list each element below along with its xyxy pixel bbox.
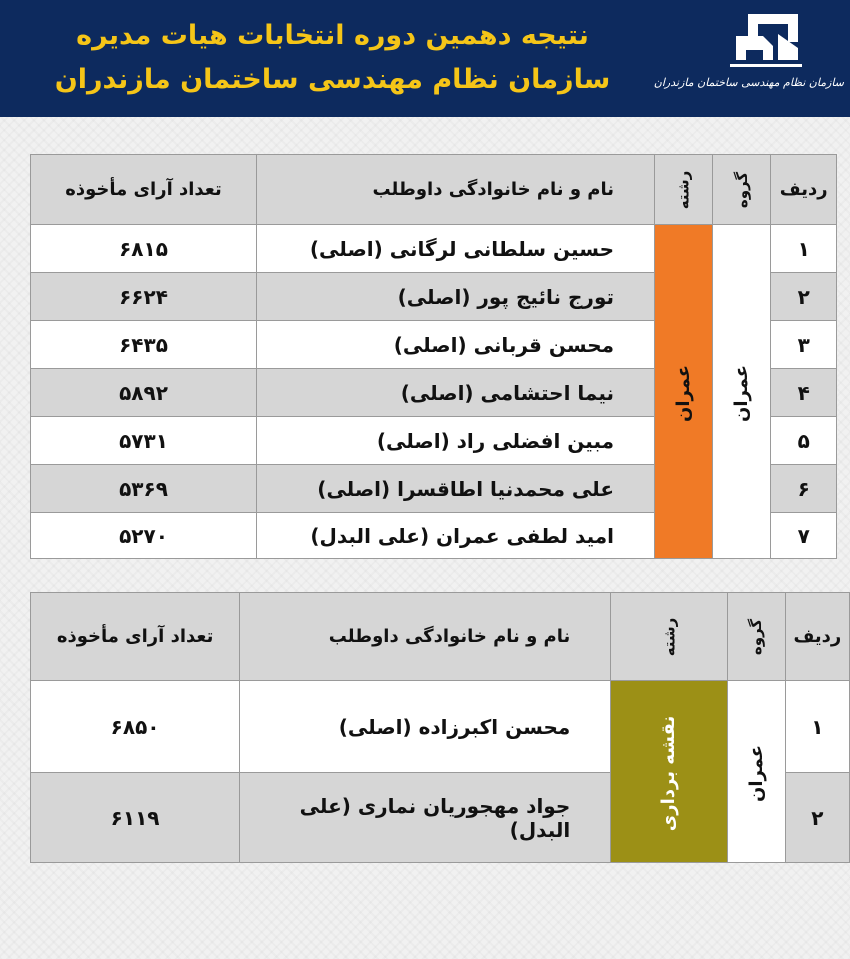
table-row [31, 681, 850, 773]
candidate-name: علی محمدنیا اطاقسرا (اصلی) [257, 465, 655, 513]
candidate-name: مبین افضلی راد (اصلی) [257, 417, 655, 465]
vote-count: ۶۸۱۵ [31, 225, 257, 273]
column-header-name: نام و نام خانوادگی داوطلب [257, 155, 655, 225]
vote-count: ۵۸۹۲ [31, 369, 257, 417]
column-header-group: گروه [727, 593, 785, 681]
vote-count: ۵۷۳۱ [31, 417, 257, 465]
candidate-name: حسین سلطانی لرگانی (اصلی) [257, 225, 655, 273]
row-number: ۱ [785, 681, 849, 773]
candidate-name: تورج نائیج پور (اصلی) [257, 273, 655, 321]
candidate-name: محسن قربانی (اصلی) [257, 321, 655, 369]
title-line-2: سازمان نظام مهندسی ساختمان مازندران [54, 64, 611, 95]
vote-count: ۵۲۷۰ [31, 513, 257, 559]
column-header-votes: تعداد آرای مأخوذه [31, 593, 240, 681]
column-header-row: ردیف [771, 155, 837, 225]
candidate-name: جواد مهجوریان نماری (علی البدل) [240, 773, 611, 863]
column-header-votes: تعداد آرای مأخوذه [31, 155, 257, 225]
table-row [31, 225, 837, 273]
page-title [40, 14, 625, 102]
field-cell: نقشه برداری [611, 681, 727, 863]
candidate-name: محسن اکبرزاده (اصلی) [240, 681, 611, 773]
engineering-organization-logo [653, 8, 844, 108]
table-header-row [31, 155, 837, 225]
row-number: ۳ [771, 321, 837, 369]
vote-count: ۵۳۶۹ [31, 465, 257, 513]
results-table-survey [30, 592, 850, 863]
row-number: ۶ [771, 465, 837, 513]
field-cell: عمران [655, 225, 713, 559]
row-number: ۱ [771, 225, 837, 273]
vote-count: ۶۴۳۵ [31, 321, 257, 369]
header-banner [0, 0, 850, 117]
row-number: ۴ [771, 369, 837, 417]
candidate-name: نیما احتشامی (اصلی) [257, 369, 655, 417]
vote-count: ۶۱۱۹ [31, 773, 240, 863]
row-number: ۲ [785, 773, 849, 863]
column-header-name: نام و نام خانوادگی داوطلب [240, 593, 611, 681]
column-header-group: گروه [713, 155, 771, 225]
title-line-1: نتیجه دهمین دوره انتخابات هیات مدیره [76, 20, 589, 51]
table-header-row [31, 593, 850, 681]
column-header-field: رشته [655, 155, 713, 225]
candidate-name: امید لطفی عمران (علی البدل) [257, 513, 655, 559]
column-header-row: ردیف [785, 593, 849, 681]
row-number: ۷ [771, 513, 837, 559]
group-cell: عمران [727, 681, 785, 863]
vote-count: ۶۶۲۴ [31, 273, 257, 321]
row-number: ۲ [771, 273, 837, 321]
vote-count: ۶۸۵۰ [31, 681, 240, 773]
logo-text: سازمان نظام مهندسی ساختمان مازندران [653, 76, 844, 89]
row-number: ۵ [771, 417, 837, 465]
group-cell: عمران [713, 225, 771, 559]
column-header-field: رشته [611, 593, 727, 681]
results-table-civil [30, 154, 837, 559]
